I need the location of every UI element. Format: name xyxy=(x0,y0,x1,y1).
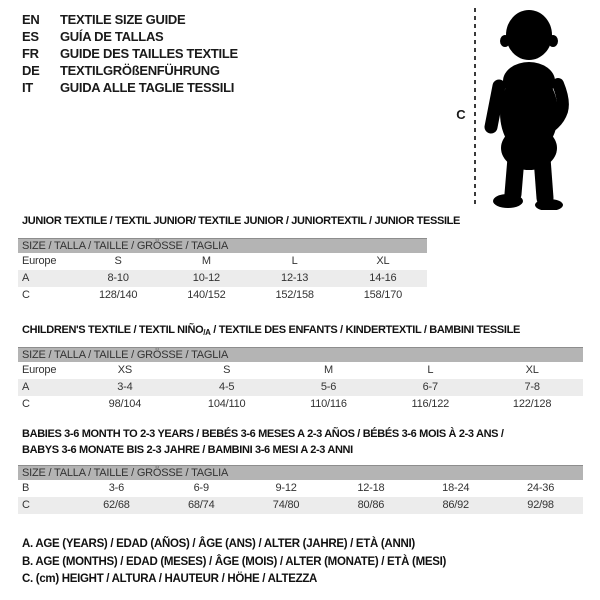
language-row-it xyxy=(22,79,238,96)
size-cell: L xyxy=(291,255,298,267)
age-row xyxy=(18,379,583,396)
value-cell: 10-12 xyxy=(162,270,250,287)
size-header-cell: SIZE / TALLA / TAILLE / GRÖSSE / TAGLIA xyxy=(18,348,583,362)
language-row-es xyxy=(22,28,238,45)
value-cell: 140/152 xyxy=(187,289,226,301)
babies-table-title xyxy=(22,426,504,458)
value-cell: 128/140 xyxy=(98,289,138,301)
language-code: EN xyxy=(22,12,40,27)
value-cell: 14-16 xyxy=(339,270,427,287)
guide-title: GUIDA ALLE TAGLIE TESSILI xyxy=(60,80,235,95)
value-cell: 6-7 xyxy=(379,379,481,396)
value-cell: 5-6 xyxy=(278,379,380,396)
sizes-row xyxy=(18,253,427,270)
value-cell: 4-5 xyxy=(176,379,278,396)
size-header-row xyxy=(18,239,427,253)
babies-size-table xyxy=(18,465,583,514)
value-cell: 92/98 xyxy=(498,497,583,514)
size-header-row xyxy=(18,348,583,362)
age-row xyxy=(18,270,427,287)
size-cell: S xyxy=(114,255,122,267)
footnote-age-months: B. AGE (MONTHS) / EDAD (MESES) / ÂGE (MOIS) / ALTER (MONATE) / ETÀ (MESI) xyxy=(22,555,447,568)
value-cell: 7-8 xyxy=(481,379,583,396)
legend-footnotes xyxy=(22,536,446,589)
value-cell: 12-18 xyxy=(357,482,385,494)
value-cell: 6-9 xyxy=(193,482,209,494)
guide-title: TEXTILGRÖßENFÜHRUNG xyxy=(60,63,220,78)
language-row-en xyxy=(22,11,238,28)
row-label-cell: A xyxy=(18,270,74,287)
value-cell: 18-24 xyxy=(442,482,470,494)
value-cell: 24-36 xyxy=(527,482,555,494)
row-label-cell: B xyxy=(22,482,30,494)
value-cell: 62/68 xyxy=(74,497,159,514)
size-cell: L xyxy=(427,364,434,376)
language-row-de xyxy=(22,62,238,79)
value-cell: 9-12 xyxy=(275,482,297,494)
value-cell: 116/122 xyxy=(411,398,450,410)
value-cell: 3-4 xyxy=(74,379,176,396)
value-cell: 74/80 xyxy=(244,497,329,514)
region-label-cell: Europe xyxy=(22,255,57,267)
height-row xyxy=(18,287,427,304)
age-months-row xyxy=(18,480,583,497)
language-title-list xyxy=(22,11,238,96)
value-cell: 104/110 xyxy=(207,398,246,410)
size-cell: M xyxy=(324,364,333,376)
footnote-height: C. (cm) HEIGHT / ALTURA / HAUTEUR / HÖHE / ALTEZZA xyxy=(22,573,318,585)
language-code: DE xyxy=(22,63,40,78)
size-cell: M xyxy=(201,255,211,267)
language-code: FR xyxy=(22,46,39,61)
guide-title: GUÍA DE TALLAS xyxy=(60,29,164,44)
guide-title: GUIDE DES TAILLES TEXTILE xyxy=(60,46,238,61)
value-cell: 80/86 xyxy=(328,497,413,514)
size-header-row xyxy=(18,466,583,480)
size-header-cell: SIZE / TALLA / TAILLE / GRÖSSE / TAGLIA xyxy=(18,466,583,480)
language-code: ES xyxy=(22,29,39,44)
value-cell: 3-6 xyxy=(108,482,125,494)
height-row xyxy=(18,497,583,514)
toddler-silhouette-icon xyxy=(483,8,575,210)
value-cell: 68/74 xyxy=(159,497,244,514)
value-cell: 122/128 xyxy=(512,398,552,410)
value-cell: 8-10 xyxy=(74,270,162,287)
children-title-post: / TEXTILE DES ENFANTS / KINDERTEXTIL / BAMBINI TESSILE xyxy=(210,324,520,336)
children-size-table xyxy=(18,347,583,413)
value-cell: 86/92 xyxy=(413,497,498,514)
babies-title-line1: BABIES 3-6 MONTH TO 2-3 YEARS / BEBÉS 3-6 MESES A 2-3 AÑOS / BÉBÉS 3-6 MOIS À 2-3 ANS / xyxy=(22,428,504,440)
size-cell: XL xyxy=(525,364,539,376)
value-cell: 98/104 xyxy=(108,398,142,410)
value-cell: 12-13 xyxy=(251,270,339,287)
footnote-age-years: A. AGE (YEARS) / EDAD (AÑOS) / ÂGE (ANS) / ALTER (JAHRE) / ETÀ (ANNI) xyxy=(22,538,415,550)
region-label-cell: Europe xyxy=(22,364,57,376)
size-cell: XL xyxy=(376,255,390,267)
guide-title: TEXTILE SIZE GUIDE xyxy=(60,12,186,27)
size-cell: S xyxy=(223,364,231,376)
height-dashed-line xyxy=(474,8,476,208)
size-cell: XS xyxy=(117,364,133,376)
size-header-cell: SIZE / TALLA / TAILLE / GRÖSSE / TAGLIA xyxy=(18,239,427,253)
height-row xyxy=(18,396,583,413)
children-title-sub: /A xyxy=(203,328,211,337)
language-row-fr xyxy=(22,45,238,62)
height-marker-label: C xyxy=(456,107,466,122)
row-label-cell: A xyxy=(18,379,74,396)
babies-title-line2: BABYS 3-6 MONATE BIS 2-3 JAHRE / BAMBINI 3-6 MESI A 2-3 ANNI xyxy=(22,444,353,456)
sizes-row xyxy=(18,362,583,379)
children-title-pre: CHILDREN'S TEXTILE / TEXTIL NIÑO xyxy=(22,324,204,336)
value-cell: 158/170 xyxy=(363,289,403,301)
row-label-cell: C xyxy=(22,289,30,301)
row-label-cell: C xyxy=(22,398,30,410)
children-table-title xyxy=(22,324,520,337)
row-label-cell: C xyxy=(18,497,74,514)
junior-size-table xyxy=(18,238,427,304)
value-cell: 152/158 xyxy=(275,289,314,301)
language-code: IT xyxy=(22,80,33,95)
junior-table-title: JUNIOR TEXTILE / TEXTIL JUNIOR/ TEXTILE JUNIOR / JUNIORTEXTIL / JUNIOR TESSILE xyxy=(22,215,461,227)
value-cell: 110/116 xyxy=(310,398,347,410)
